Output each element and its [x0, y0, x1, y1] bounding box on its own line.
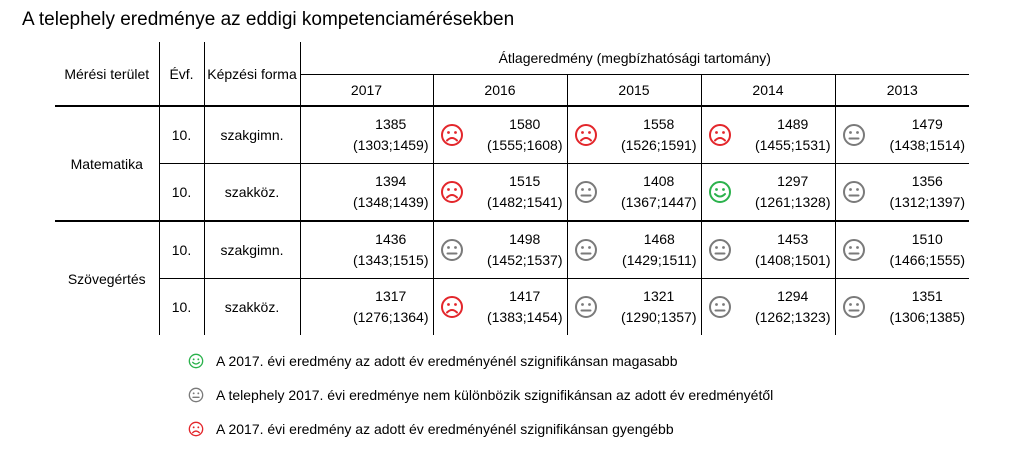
result-cell	[433, 279, 567, 336]
sad-face-icon	[440, 123, 464, 147]
result-value: 1468	[643, 231, 675, 247]
confidence-range: (1343;1515)	[352, 252, 429, 268]
table-row	[55, 279, 969, 336]
result-cell	[567, 279, 701, 336]
result-value: 1453	[777, 231, 809, 247]
confidence-range: (1408;1501)	[754, 252, 831, 268]
neutral-face-icon	[574, 238, 598, 262]
header-year: 2016	[433, 75, 567, 107]
result-cell	[835, 164, 969, 222]
result-cell	[300, 164, 433, 222]
happy-face-icon	[188, 353, 210, 369]
result-value: 1385	[375, 116, 407, 132]
result-cell	[300, 106, 433, 164]
result-cell	[433, 164, 567, 222]
header-form: Képzési forma	[204, 42, 300, 106]
header-row	[55, 42, 969, 75]
table-row	[55, 221, 969, 279]
sad-face-icon	[708, 123, 732, 147]
result-cell	[567, 221, 701, 279]
legend-text: A 2017. évi eredmény az adott év eredményénél szignifikánsan magasabb	[216, 353, 678, 369]
sad-face-icon	[188, 421, 210, 437]
result-value: 1321	[643, 288, 675, 304]
confidence-range: (1429;1511)	[622, 252, 697, 268]
neutral-face-icon	[842, 123, 866, 147]
confidence-range: (1348;1439)	[352, 194, 429, 210]
table-row	[55, 164, 969, 222]
grade-cell: 10.	[159, 106, 204, 164]
legend-text: A telephely 2017. évi eredménye nem különbözik szignifikánsan az adott év eredményétől	[216, 387, 774, 403]
neutral-face-icon	[842, 180, 866, 204]
result-cell	[835, 279, 969, 336]
grade-cell: 10.	[159, 221, 204, 279]
result-value: 1356	[911, 173, 943, 189]
neutral-face-icon	[842, 295, 866, 319]
result-cell	[567, 164, 701, 222]
result-value: 1297	[777, 173, 809, 189]
result-cell	[835, 221, 969, 279]
result-cell	[701, 221, 835, 279]
result-value: 1515	[509, 173, 541, 189]
header-year: 2014	[701, 75, 835, 107]
confidence-range: (1438;1514)	[889, 137, 966, 153]
form-cell: szakköz.	[204, 164, 300, 222]
confidence-range: (1452;1537)	[486, 252, 563, 268]
header-average: Átlageredmény (megbízhatósági tartomány)	[300, 42, 969, 75]
confidence-range: (1526;1591)	[620, 137, 697, 153]
sad-face-icon	[440, 180, 464, 204]
result-value: 1498	[509, 231, 541, 247]
result-value: 1351	[911, 288, 943, 304]
result-value: 1317	[375, 288, 407, 304]
result-value: 1510	[911, 231, 943, 247]
confidence-range: (1466;1555)	[889, 252, 966, 268]
table-row	[55, 106, 969, 164]
result-cell	[701, 279, 835, 336]
result-cell	[701, 164, 835, 222]
result-cell	[433, 221, 567, 279]
legend-text: A 2017. évi eredmény az adott év eredményénél szignifikánsan gyengébb	[216, 421, 674, 437]
result-value: 1294	[777, 288, 809, 304]
confidence-range: (1306;1385)	[889, 309, 966, 325]
confidence-range: (1555;1608)	[486, 137, 563, 153]
result-cell	[300, 279, 433, 336]
area-label: Matematika	[55, 106, 159, 221]
sad-face-icon	[574, 123, 598, 147]
neutral-face-icon	[842, 238, 866, 262]
sad-face-icon	[440, 295, 464, 319]
result-value: 1558	[643, 116, 675, 132]
result-cell	[567, 106, 701, 164]
area-label: Szövegértés	[55, 221, 159, 335]
header-grade: Évf.	[159, 42, 204, 106]
confidence-range: (1312;1397)	[889, 194, 966, 210]
confidence-range: (1383;1454)	[486, 309, 563, 325]
legend-item-higher	[188, 344, 773, 378]
confidence-range: (1482;1541)	[486, 194, 563, 210]
confidence-range: (1290;1357)	[620, 309, 697, 325]
confidence-range: (1367;1447)	[620, 194, 697, 210]
grade-cell: 10.	[159, 279, 204, 336]
result-value: 1394	[375, 173, 407, 189]
result-cell	[433, 106, 567, 164]
confidence-range: (1262;1323)	[754, 309, 831, 325]
result-value: 1436	[375, 231, 407, 247]
result-value: 1489	[777, 116, 809, 132]
neutral-face-icon	[188, 387, 210, 403]
legend-item-same	[188, 378, 773, 412]
page-title: A telephely eredménye az eddigi kompetenciamérésekben	[22, 9, 515, 30]
result-value: 1417	[509, 288, 541, 304]
legend	[188, 344, 773, 446]
form-cell: szakgimn.	[204, 221, 300, 279]
neutral-face-icon	[574, 295, 598, 319]
grade-cell: 10.	[159, 164, 204, 222]
header-year: 2017	[300, 75, 433, 107]
confidence-range: (1303;1459)	[352, 137, 429, 153]
legend-item-lower	[188, 412, 773, 446]
result-value: 1408	[643, 173, 675, 189]
neutral-face-icon	[708, 295, 732, 319]
confidence-range: (1276;1364)	[352, 309, 429, 325]
result-value: 1580	[509, 116, 541, 132]
neutral-face-icon	[440, 238, 464, 262]
result-cell	[835, 106, 969, 164]
results-table	[55, 42, 969, 335]
happy-face-icon	[708, 180, 732, 204]
confidence-range: (1455;1531)	[754, 137, 831, 153]
form-cell: szakgimn.	[204, 106, 300, 164]
result-cell	[300, 221, 433, 279]
header-year: 2013	[835, 75, 969, 107]
result-cell	[701, 106, 835, 164]
header-year: 2015	[567, 75, 701, 107]
confidence-range: (1261;1328)	[754, 194, 831, 210]
neutral-face-icon	[708, 238, 732, 262]
form-cell: szakköz.	[204, 279, 300, 336]
neutral-face-icon	[574, 180, 598, 204]
header-area: Mérési terület	[55, 42, 159, 106]
result-value: 1479	[911, 116, 943, 132]
